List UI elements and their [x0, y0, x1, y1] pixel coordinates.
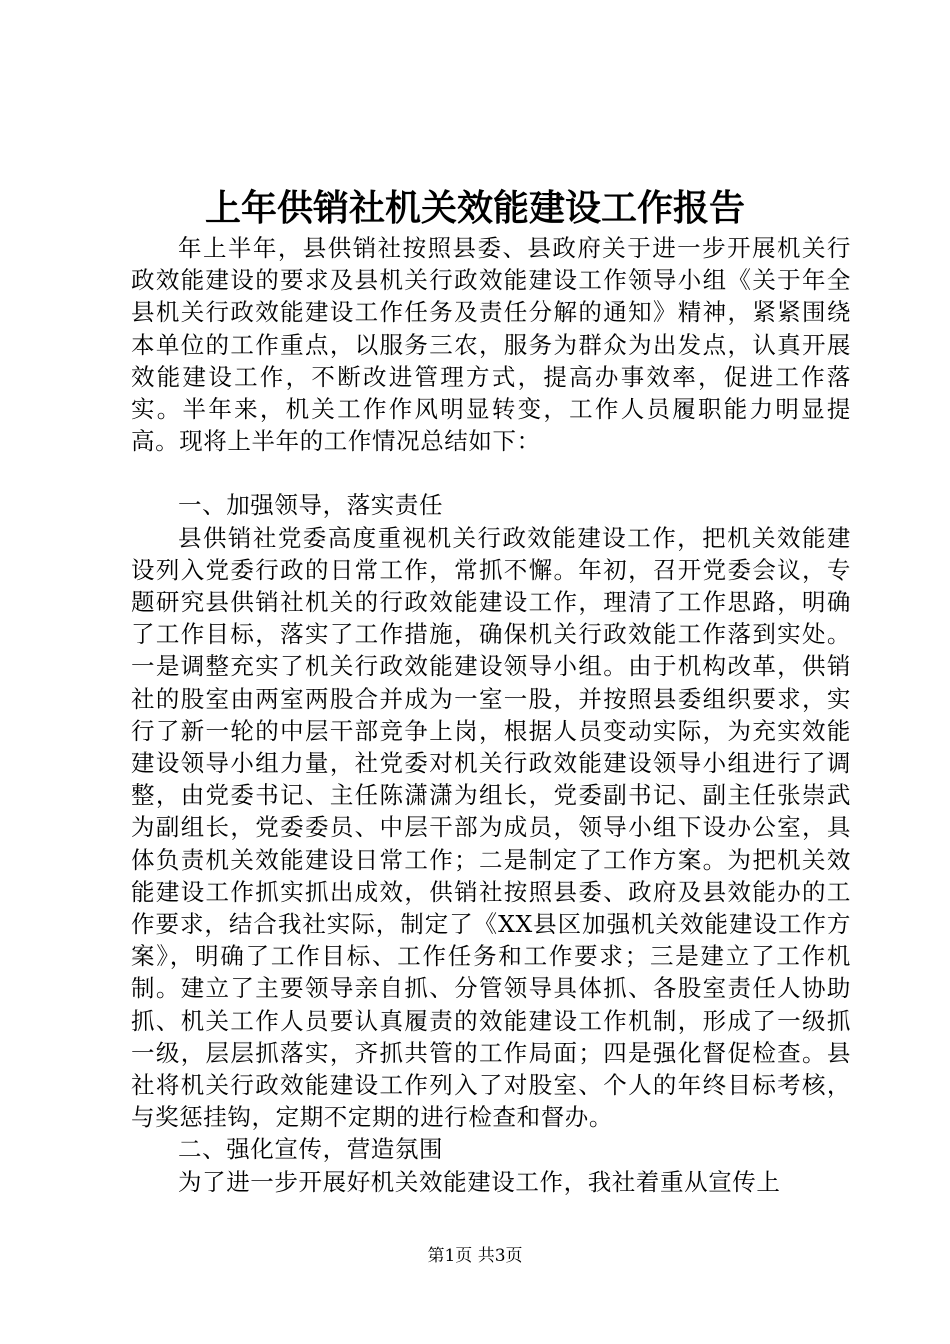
paragraph-gap	[131, 457, 851, 489]
section-heading-2: 二、强化宣传，营造氛围	[178, 1135, 444, 1164]
section-2-paragraph: 为了进一步开展好机关效能建设工作，我社着重从宣传上	[178, 1167, 781, 1196]
page-footer: 第1页 共3页	[427, 1246, 523, 1266]
document-body	[131, 232, 851, 1198]
intro-paragraph: 年上半年，县供销社按照县委、县政府关于进一步开展机关行政效能建设的要求及县机关行政效能建设工作领导小组《关于年全县机关行政效能建设工作任务及责任分解的通知》精神，紧紧围绕本单位的工作重点，以服务三农，服务为群众为出发点，认真开展效能建设工作，不断改进管理方式，提高办事效率，促进工作落实。半年来，机关工作作风明显转变，工作人员履职能力明显提高。现将上半年的工作情况总结如下：	[131, 234, 851, 456]
section-heading-1: 一、加强领导，落实责任	[178, 491, 444, 520]
section-1-paragraph: 县供销社党委高度重视机关行政效能建设工作，把机关效能建设列入党委行政的日常工作，常抓不懈。年初，召开党委会议，专题研究县供销社机关的行政效能建设工作，理清了工作思路，明确了工作目标，落实了工作措施，确保机关行政效能工作落到实处。一是调整充实了机关行政效能建设领导小组。由于机构改革，供销社的股室由两室两股合并成为一室一股，并按照县委组织要求，实行了新一轮的中层干部竞争上岗，根据人员变动实际，为充实效能建设领导小组力量，社党委对机关行政效能建设领导小组进行了调整，由党委书记、主任陈潇潇为组长，党委副书记、副主任张崇武为副组长，党委委员、中层干部为成员，领导小组下设办公室，具体负责机关效能建设日常工作；二是制定了工作方案。为把机关效能建设工作抓实抓出成效，供销社按照县委、政府及县效能办的工作要求，结合我社实际，制定了《XX县区加强机关效能建设工作方案》，明确了工作目标、工作任务和工作要求；三是建立了工作机制。建立了主要领导亲自抓、分管领导具体抓、各股室责任人协助抓、机关工作人员要认真履责的效能建设工作机制，形成了一级抓一级，层层抓落实，齐抓共管的工作局面；四是强化督促检查。县社将机关行政效能建设工作列入了对股室、个人的年终目标考核，与奖惩挂钩，定期不定期的进行检查和督办。	[131, 523, 851, 1132]
document-title: 上年供销社机关效能建设工作报告	[204, 187, 745, 229]
